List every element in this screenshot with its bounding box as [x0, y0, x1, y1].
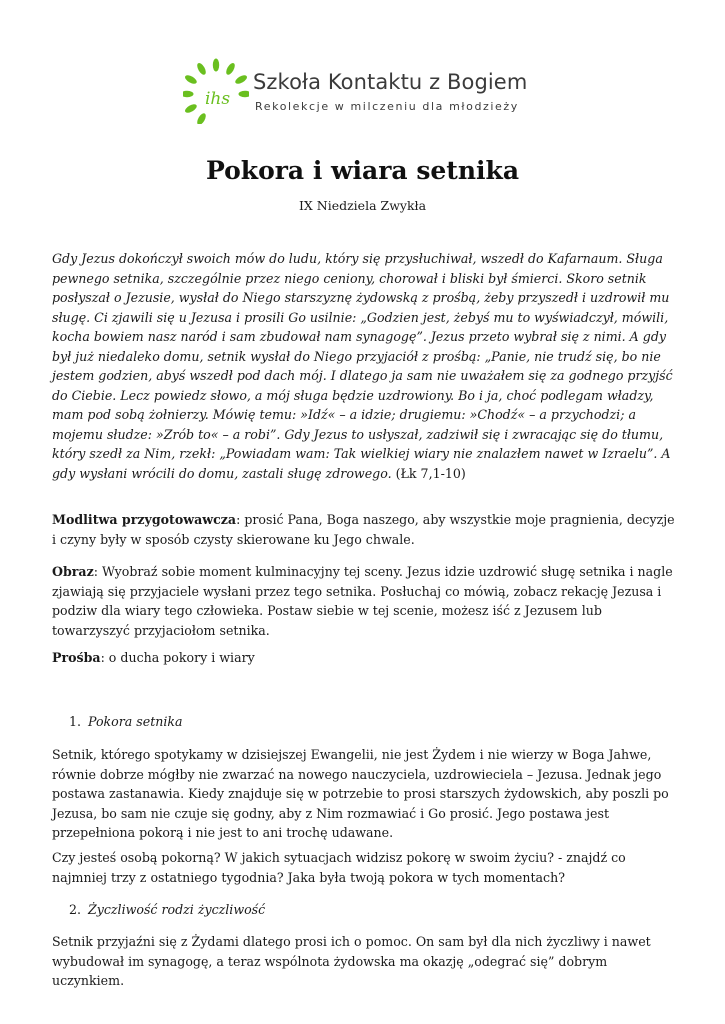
point1-title: Pokora setnika — [88, 714, 183, 729]
point2-text: Setnik przyjaźni się z Żydami dlatego prosi ich o pomoc. On sam był dla nich życzliwy i nawet wybudował im synagogę, a teraz wspólnota żydowska ma okazję „odegrać się” dobrym uczynkiem. — [52, 934, 651, 988]
logo-title: Szkoła Kontaktu z Bogiem — [253, 70, 528, 94]
gospel-reference: (Łk 7,1-10) — [391, 465, 466, 481]
image-text: : Wyobraź sobie moment kulminacyjny tej sceny. Jezus idzie uzdrowić sługę setnika i nagle zjawiają się przyjaciele wysłani przez tego setnika. Posłuchaj co mówią, zobacz rekację Jezusa i podziw dla wiary tego człowieka. Postaw siebie w tej scenie, możesz iść z Jezusem lub towarzyszyć przyjaciołom setnika. — [52, 564, 673, 638]
prayer-paragraph — [52, 510, 677, 549]
request-text: : o ducha pokory i wiary — [100, 650, 255, 665]
point2-heading — [69, 900, 694, 920]
school-logo — [183, 58, 543, 128]
point1-text: Setnik, którego spotykamy w dzisiejszej Ewangelii, nie jest Żydem i nie wierzy w Boga Jahwe, równie dobrze mógłby nie zwarzać na nowego nauczyciela, uzdrowieciela – Jezusa. Jednak jego postawa zastanawia. Kiedy znajduje się w potrzebie to prosi starszych żydowskich, aby poszli po Jezusa, bo sam nie czuje się godny, aby z Nim rozmawiać i Go prosić. Jego postawa jest przepełniona pokorą i nie jest to ani trochę udawane. — [52, 747, 669, 840]
point1-heading — [69, 712, 694, 732]
point1-number: 1. — [69, 714, 82, 729]
sun-logo-icon — [183, 58, 249, 124]
gospel-text: Gdy Jezus dokończył swoich mów do ludu, który się przysłuchiwał, wszedł do Kafarnaum. Sługa pewnego setnika, szczególnie przez niego ceniony, chorował i bliski był śmierci. Skoro setnik posłyszał o Jezusie, wysłał do Niego starszyznę żydowską z prośbą, żeby przyszedł i uzdrowił mu sługę. Ci zjawili się u Jezusa i prosili Go usilnie: „Godzien jest, żebyś mu to wyświadczył, mówili, kocha bowiem nasz naród i sam zbudował nam synagogę”. Jezus przeto wybrał się z nimi. A gdy był już niedaleko domu, setnik wysłał do Niego przyjaciół z prośbą: „Panie, nie trudź się, bo nie jestem godzien, abyś wszedł pod dach mój. I dlatego ja sam nie uważałem się za godnego przyjść do Ciebie. Lecz powiedz słowo, a mój sługa będzie uzdrowiony. Bo i ja, choć podlegam władzy, mam pod sobą żołnierzy. Mówię temu: »Idź« – a idzie; drugiemu: »Chodź« – a przychodzi; a mojemu słudze: »Zrób to« – a robi”. Gdy Jezus to usłyszał, zadziwił się i zwracając się do tłumu, który szedł za Nim, rzekł: „Powiadam wam: Tak wielkiej wiary nie znalazłem nawet w Izraelu”. A gdy wysłani wrócili do domu, zastali sługę zdrowego. — [52, 251, 673, 481]
image-label: Obraz — [52, 564, 94, 579]
point2-number: 2. — [69, 902, 82, 917]
logo-mark-text: ihs — [205, 89, 231, 109]
logo-subtitle: Rekolekcje w milczeniu dla młodzieży — [255, 100, 519, 113]
prayer-text: : prosić Pana, Boga naszego, aby wszystkie moje pragnienia, decyzje i czyny były w sposób czysty skierowane ku Jego chwale. — [52, 512, 675, 547]
gospel-passage — [52, 249, 677, 483]
point2-title: Życzliwość rodzi życzliwość — [88, 902, 266, 917]
image-paragraph — [52, 562, 677, 640]
request-paragraph — [52, 648, 677, 668]
request-label: Prośba — [52, 650, 101, 665]
point1-question: Czy jesteś osobą pokorną? W jakich sytuacjach widzisz pokorę w swoim życiu? - znajdź co najmniej trzy z ostatniego tygodnia? Jaka była twoją pokora w tych momentach? — [52, 850, 626, 885]
page-subtitle: IX Niedziela Zwykła — [298, 198, 427, 213]
page-title: Pokora i wiara setnika — [205, 156, 520, 185]
prayer-label: Modlitwa przygotowawcza — [52, 512, 237, 527]
